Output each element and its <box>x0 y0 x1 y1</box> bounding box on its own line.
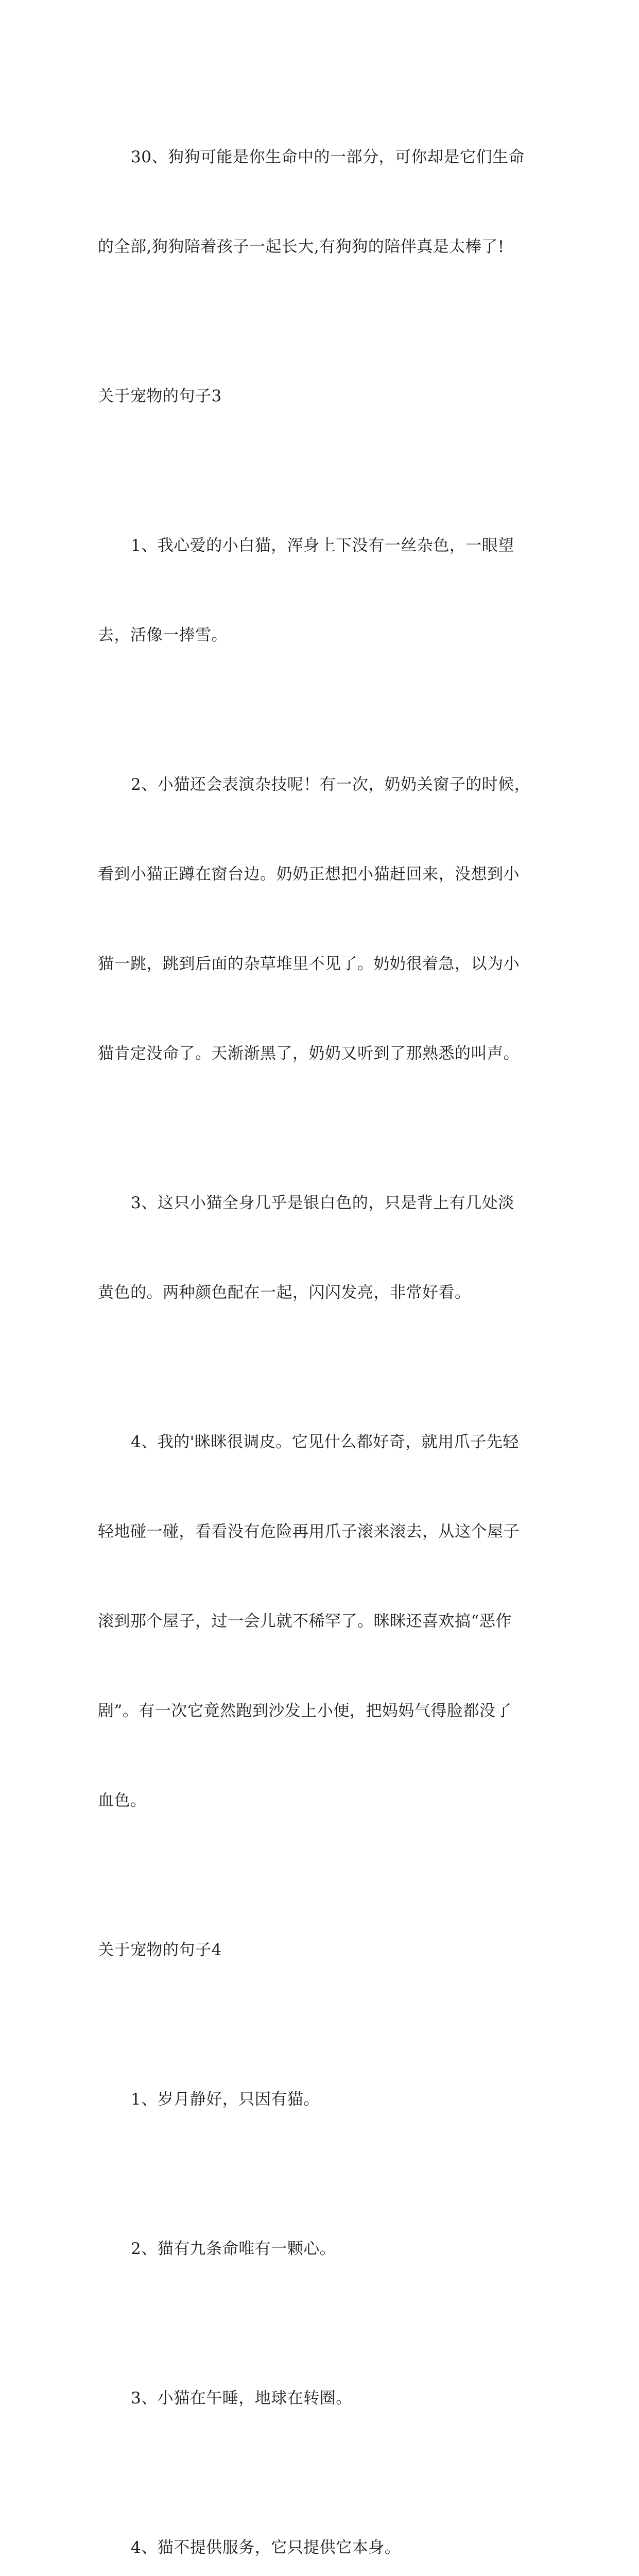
paragraph-item-3 <box>98 1128 541 1367</box>
paragraph-30 <box>98 82 541 321</box>
quote-item-1 <box>98 2025 541 2174</box>
text-line: 血色。 <box>98 1791 147 1810</box>
document-body <box>98 82 541 2576</box>
text-line: 去，活像一捧雪。 <box>98 626 228 645</box>
quote-item-3 <box>98 2324 541 2473</box>
paragraph-item-1 <box>98 471 541 710</box>
text-line: 的全部,狗狗陪着孩子一起长大,有狗狗的陪伴真是太棒了! <box>98 238 505 256</box>
text-line: 滚到那个屋子，过一会儿就不稀罕了。眯眯还喜欢搞“恶作 <box>98 1612 512 1631</box>
quote-item-4 <box>98 2473 541 2576</box>
text-line: 1、岁月静好，只因有猫。 <box>131 2090 320 2109</box>
text-line: 4、猫不提供服务，它只提供它本身。 <box>131 2538 401 2557</box>
text-line: 4、我的'眯眯很调皮。它见什么都好奇，就用爪子先轻 <box>131 1433 519 1451</box>
text-line: 猫肯定没命了。天渐渐黑了，奶奶又听到了那熟悉的叫声。 <box>98 1044 520 1063</box>
text-line: 黄色的。两种颜色配在一起，闪闪发亮，非常好看。 <box>98 1283 471 1302</box>
section-heading-3 <box>98 321 541 471</box>
heading-text: 关于宠物的句子3 <box>98 387 222 405</box>
paragraph-item-2 <box>98 710 541 1128</box>
section-heading-4 <box>98 1875 541 2025</box>
text-line: 剧”。有一次它竟然跑到沙发上小便，把妈妈气得脸都没了 <box>98 1702 512 1720</box>
text-line: 2、猫有九条命唯有一颗心。 <box>131 2240 336 2258</box>
text-line: 3、这只小猫全身几乎是银白色的，只是背上有几处淡 <box>131 1194 514 1212</box>
heading-text: 关于宠物的句子4 <box>98 1941 222 1959</box>
text-line: 2、小猫还会表演杂技呢！有一次，奶奶关窗子的时候， <box>131 775 531 794</box>
quote-item-2 <box>98 2174 541 2324</box>
text-line: 1、我心爱的小白猫，浑身上下没有一丝杂色，一眼望 <box>131 536 514 555</box>
text-line: 轻地碰一碰，看看没有危险再用爪子滚来滚去，从这个屋子 <box>98 1522 520 1541</box>
text-line: 猫一跳，跳到后面的杂草堆里不见了。奶奶很着急，以为小 <box>98 955 520 973</box>
text-line: 3、小猫在午睡，地球在转圈。 <box>131 2389 352 2408</box>
text-line: 30、狗狗可能是你生命中的一部分，可你却是它们生命 <box>131 148 525 166</box>
text-line: 看到小猫正蹲在窗台边。奶奶正想把小猫赶回来，没想到小 <box>98 865 520 884</box>
paragraph-item-4 <box>98 1367 541 1875</box>
